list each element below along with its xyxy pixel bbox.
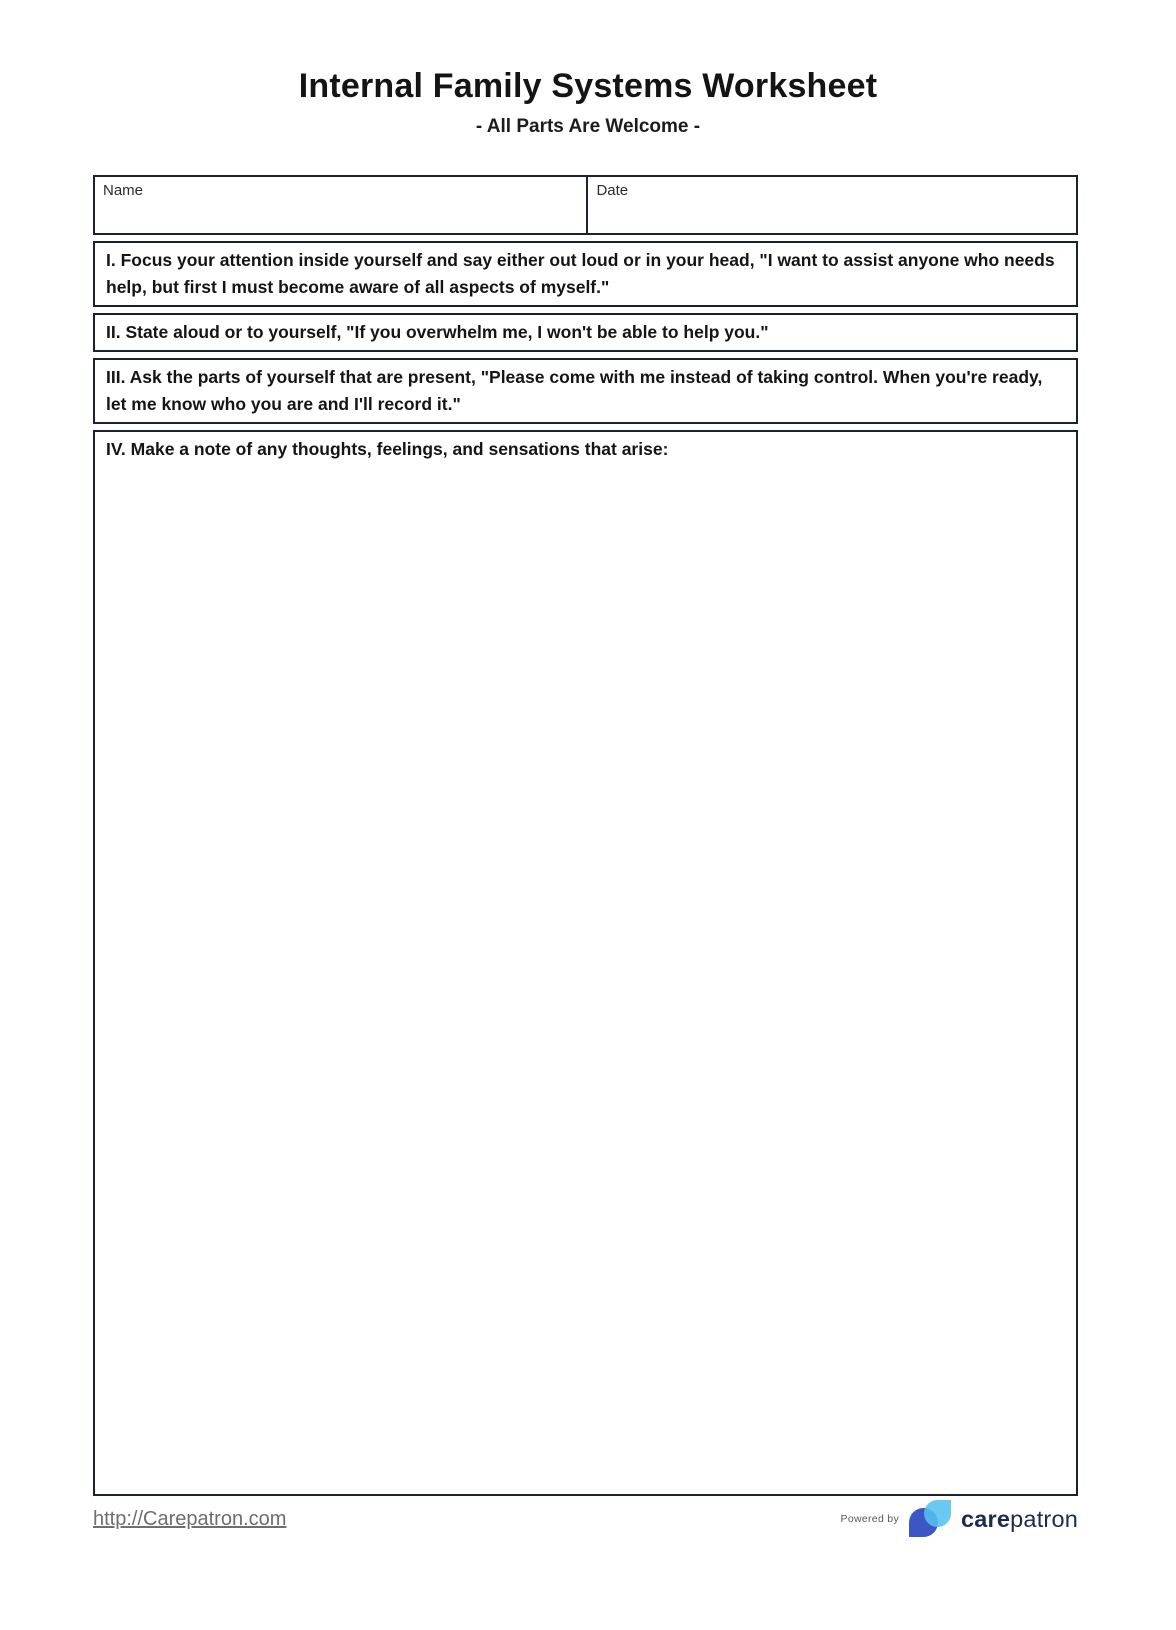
- carepatron-logo-icon: [909, 1499, 954, 1539]
- page-header: [0, 0, 1176, 139]
- date-field-cell: [588, 177, 1076, 233]
- instruction-section-2: II. State aloud or to yourself, "If you overwhelm me, I won't be able to help you.": [93, 313, 1078, 352]
- brand-text-bold: care: [961, 1505, 1011, 1532]
- name-date-row: [93, 175, 1078, 235]
- footer-url-link[interactable]: http://Carepatron.com: [93, 1507, 287, 1530]
- instruction-section-3: III. Ask the parts of yourself that are present, "Please come with me instead of taking control. When you're ready, let me know who you are and I'll record it.": [93, 358, 1078, 424]
- date-label: Date: [596, 182, 629, 199]
- name-field-cell: [95, 177, 588, 233]
- name-label: Name: [103, 182, 144, 199]
- page-title: Internal Family Systems Worksheet: [298, 67, 878, 105]
- notes-section: [93, 430, 1078, 1496]
- page-subtitle: - All Parts Are Welcome -: [475, 116, 701, 137]
- date-input[interactable]: [596, 200, 1068, 228]
- brand-text-regular: patron: [1010, 1505, 1078, 1532]
- chat-bubble-light-icon: [924, 1500, 951, 1527]
- worksheet-body: [93, 175, 1078, 1496]
- powered-by-label: Powered by: [840, 1513, 899, 1525]
- notes-textarea[interactable]: [106, 467, 1065, 1486]
- carepatron-wordmark: [961, 1506, 1078, 1533]
- name-input[interactable]: [103, 200, 578, 228]
- instruction-section-1: I. Focus your attention inside yourself and say either out loud or in your head, "I want to assist anyone who needs help, but first I must become aware of all aspects of myself.": [93, 241, 1078, 307]
- notes-section-heading: IV. Make a note of any thoughts, feelings, and sensations that arise:: [106, 439, 669, 459]
- powered-by-block: [841, 1499, 1078, 1539]
- page-footer: [93, 1496, 1078, 1542]
